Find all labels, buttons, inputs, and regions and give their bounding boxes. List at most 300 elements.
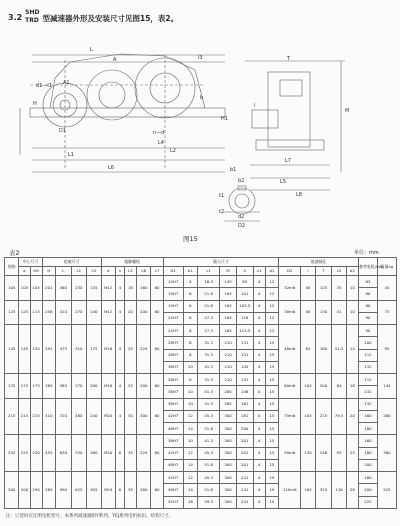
col-T: T (315, 267, 332, 276)
cell-input-6: 15 (265, 374, 278, 386)
cell-input-0: 28H7 (163, 374, 183, 386)
cell-input-6: 15 (265, 410, 278, 422)
cell-input-5: 4 (253, 325, 265, 337)
cell-input-2: 51.8 (198, 459, 220, 471)
cell-input-5: 4 (253, 374, 265, 386)
cell-input-4: 101 (236, 288, 253, 300)
cell-H0: 215 (30, 398, 42, 435)
cell-L: 838 (56, 435, 72, 472)
cell-input-3: 300 (220, 423, 237, 435)
cell-b2: 10 (346, 300, 358, 325)
cell-L5: 140 (87, 300, 101, 325)
dim-L4: L4 (158, 140, 164, 146)
cell-input-1: 14 (183, 423, 197, 435)
cell-input-0: 38H7 (163, 398, 183, 410)
cell-L2: 35 (124, 472, 136, 509)
dim-b2: b2 (238, 178, 245, 184)
cell-ref: 160 (359, 410, 378, 422)
dim-t1: t1 (219, 193, 225, 199)
col-a: a (19, 267, 30, 276)
cell-D2: 38m6 (279, 300, 301, 325)
cell-input-2: 41.3 (198, 435, 220, 447)
cell-L5: 260 (87, 435, 101, 472)
cell-input-3: 165 (220, 300, 237, 312)
cell-L: 360 (56, 276, 72, 301)
cell-input-3: 300 (220, 496, 237, 509)
cell-H0: 150 (30, 325, 42, 374)
cell-input-1: 10 (183, 435, 197, 447)
cell-input-4: 113.5 (236, 325, 253, 337)
dim-A: A (113, 57, 117, 63)
cell-input-6: 12 (265, 276, 278, 288)
cell-input-4: 118 (236, 312, 253, 324)
cell-input-3: 300 (220, 484, 237, 496)
cell-L5: 200 (87, 374, 101, 399)
cell-input-5: 4 (253, 472, 265, 484)
cell-L5: 175 (87, 325, 101, 374)
cell-L1: 270 (71, 300, 87, 325)
cell-L: 475 (56, 325, 72, 374)
cell-input-0: 38H7 (163, 386, 183, 398)
cell-input-0: 19H7 (163, 288, 183, 300)
cell-input-4: 131 (236, 337, 253, 349)
col-L1: L1 (71, 267, 87, 276)
cell-L6: 160 (137, 276, 151, 301)
hdr-ref: 参考电机(kW) (359, 258, 378, 276)
cell-input-2: 21.8 (198, 288, 220, 300)
cell-input-4: 241 (236, 484, 253, 496)
cell-input-0: 42H7 (163, 472, 183, 484)
cell-a: 215 (19, 398, 30, 435)
cell-input-6: 15 (265, 447, 278, 459)
cell-input-1: 6 (183, 288, 197, 300)
cell-model: 125 (5, 300, 19, 325)
cell-c2: 41 (332, 300, 346, 325)
cell-input-1: 14 (183, 459, 197, 471)
dim-L1: L1 (68, 152, 74, 158)
cell-input-3: 210 (220, 374, 237, 386)
cell-d: M16 (101, 325, 115, 374)
cell-input-1: 12 (183, 410, 197, 422)
cell-L6: 220 (137, 325, 151, 374)
cell-L: 990 (56, 472, 72, 509)
cell-input-3: 210 (220, 337, 237, 349)
cell-input-1: 8 (183, 374, 197, 386)
col-H0: H0 (30, 267, 42, 276)
cell-input-5: 4 (253, 386, 265, 398)
cell-T: 200 (315, 374, 332, 399)
cell-input-2: 27.3 (198, 312, 220, 324)
cell-mass: 260 (377, 398, 396, 435)
cell-mass: 73 (377, 300, 396, 325)
cell-input-0: 24H7 (163, 325, 183, 337)
hdr-output: 低速轴孔 (279, 258, 359, 267)
cell-input-3: 165 (220, 288, 237, 300)
cell-input-6: 12 (265, 300, 278, 312)
cell-n: 6 (115, 435, 124, 472)
cell-input-5: 4 (253, 410, 265, 422)
dim-L6: L6 (108, 165, 114, 171)
cell-input-4: 85 (236, 276, 253, 288)
col-S: S (236, 267, 253, 276)
cell-l: 58 (301, 276, 315, 301)
cell-input-3: 165 (220, 312, 237, 324)
cell-input-3: 300 (220, 459, 237, 471)
cell-input-5: 4 (253, 312, 265, 324)
cell-H: 410 (42, 398, 55, 435)
cell-mass: 44 (377, 276, 396, 301)
cell-L1: 625 (71, 472, 87, 509)
cell-L6: 220 (137, 435, 151, 472)
side-shaft (252, 110, 278, 128)
col-L5: L5 (87, 267, 101, 276)
cell-ref: 180 (359, 423, 378, 435)
cell-input-4: 103.5 (236, 300, 253, 312)
spec-table-body (5, 276, 397, 509)
cell-input-0: 42H7 (163, 410, 183, 422)
cell-a: 145 (19, 325, 30, 374)
dim-d2: d2 (238, 214, 245, 220)
cell-b2: 28 (346, 472, 358, 509)
col-L: L (56, 267, 72, 276)
cell-L6: 260 (137, 472, 151, 509)
cell-T: 215 (315, 398, 332, 435)
cell-input-0: 28H7 (163, 337, 183, 349)
cell-L2: 25 (124, 374, 136, 399)
cell-input-3: 300 (220, 435, 237, 447)
cell-input-4: 181 (236, 410, 253, 422)
dim-b1: b1 (230, 167, 237, 173)
cell-n: 4 (115, 374, 124, 399)
col-c2: c2 (332, 267, 346, 276)
cell-ref: 112 (359, 349, 378, 361)
cell-input-3: 145 (220, 276, 237, 288)
cell-ref: 90 (359, 312, 378, 324)
cell-L7: 60 (151, 325, 163, 374)
cell-b2: 20 (346, 398, 358, 435)
cell-L: 720 (56, 398, 72, 435)
cell-H: 258 (42, 300, 55, 325)
cell-L7: 60 (151, 276, 163, 301)
cell-input-4: 241 (236, 496, 253, 509)
model-bottom: TRD (25, 17, 39, 24)
cell-D2: 110m6 (279, 472, 301, 509)
cell-model: 300 (5, 472, 19, 509)
cell-ref: 80 (359, 300, 378, 312)
cell-H: 201 (42, 276, 55, 301)
cell-input-5: 4 (253, 484, 265, 496)
dim-T: T (287, 56, 291, 62)
cell-L5: 135 (87, 276, 101, 301)
cell-D2: 90m6 (279, 435, 301, 472)
cell-l: 130 (301, 435, 315, 472)
cell-input-3: 165 (220, 325, 237, 337)
cell-L7: 60 (151, 374, 163, 399)
cell-input-5: 4 (253, 361, 265, 373)
cell-L1: 310 (71, 325, 87, 374)
cell-L2: 20 (124, 300, 136, 325)
cell-input-6: 19 (265, 472, 278, 484)
cell-b2: 10 (346, 276, 358, 301)
cell-input-4: 200 (236, 423, 253, 435)
cell-D2: 60m6 (279, 374, 301, 399)
cell-n: 4 (115, 276, 124, 301)
cell-input-0: 48H7 (163, 459, 183, 471)
cell-L1: 230 (71, 276, 87, 301)
col-n: n (115, 267, 124, 276)
cell-ref: 80 (359, 288, 378, 300)
col-H: H (42, 267, 55, 276)
cell-L6: 300 (137, 398, 151, 435)
cell-L2: 35 (124, 435, 136, 472)
dim-D1: D1 (59, 128, 67, 134)
cell-T: 125 (315, 276, 332, 301)
cell-c2: 35 (332, 276, 346, 301)
col-d1: d1 (265, 267, 278, 276)
cell-n: 4 (115, 398, 124, 435)
cell-n: 4 (115, 325, 124, 374)
cell-model: 215 (5, 398, 19, 435)
cell-input-4: 131 (236, 349, 253, 361)
cell-input-2: 59.3 (198, 496, 220, 509)
cell-D2: 32m6 (279, 276, 301, 301)
cell-input-1: 10 (183, 398, 197, 410)
dim-l: l (254, 103, 256, 109)
cell-model: 175 (5, 374, 19, 399)
table-row (5, 472, 397, 484)
cell-input-4: 201 (236, 447, 253, 459)
cell-input-6: 15 (265, 398, 278, 410)
cell-model: 255 (5, 435, 19, 472)
table-row (5, 276, 397, 288)
cell-L5: 240 (87, 398, 101, 435)
table-row (5, 300, 397, 312)
cell-input-2: 16.3 (198, 276, 220, 288)
cell-d: M24 (101, 472, 115, 509)
cell-c2: 51.5 (332, 325, 346, 374)
cell-H0: 250 (30, 435, 42, 472)
cell-input-1: 10 (183, 386, 197, 398)
cell-L: 410 (56, 300, 72, 325)
cell-ref: 160 (359, 435, 378, 447)
cell-input-2: 27.3 (198, 325, 220, 337)
shaft-detail-outer (229, 188, 255, 214)
cell-c2: 79.5 (332, 398, 346, 435)
cell-c2: 95 (332, 435, 346, 472)
cell-input-3: 210 (220, 361, 237, 373)
col-d: d (101, 267, 115, 276)
cell-a: 255 (19, 435, 30, 472)
cell-model: 105 (5, 276, 19, 301)
table-row (5, 398, 397, 410)
cell-input-3: 300 (220, 447, 237, 459)
col-n1: n1 (253, 267, 265, 276)
dim-D2: D2 (238, 223, 246, 229)
cell-ref: 180 (359, 472, 378, 484)
cell-d: M20 (101, 398, 115, 435)
reducer-drawing (0, 0, 400, 240)
cell-a: 300 (19, 472, 30, 509)
cell-L1: 530 (71, 435, 87, 472)
hdr-main: 轮廓尺寸 (42, 258, 101, 267)
dim-M: M (345, 108, 350, 114)
cell-mass: 525 (377, 472, 396, 509)
cell-input-6: 15 (265, 361, 278, 373)
cell-l: 58 (301, 300, 315, 325)
dim-b: b (200, 95, 204, 101)
cell-input-1: 12 (183, 447, 197, 459)
cell-input-0: 48H7 (163, 423, 183, 435)
cell-T: 130 (315, 300, 332, 325)
cell-H: 291 (42, 325, 55, 374)
cell-b2: 14 (346, 325, 358, 374)
cell-input-3: 265 (220, 398, 237, 410)
table-row (5, 435, 397, 447)
cell-input-5: 4 (253, 423, 265, 435)
cell-c2: 116 (332, 472, 346, 509)
cell-input-5: 4 (253, 496, 265, 509)
figure-caption: 图15 (183, 235, 198, 243)
col-L7: L7 (151, 267, 163, 276)
cell-l: 105 (301, 374, 315, 399)
dim-n-d: n—d (153, 130, 165, 136)
col-b1: b1 (183, 267, 197, 276)
cell-ref: 100 (359, 337, 378, 349)
cell-input-5: 4 (253, 288, 265, 300)
cell-L1: 480 (71, 398, 87, 435)
cell-a: 125 (19, 300, 30, 325)
col-c1: c1 (198, 267, 220, 276)
cell-ref: 132 (359, 361, 378, 373)
cell-mass: 144 (377, 374, 396, 399)
table-row (5, 325, 397, 337)
cell-L7: 60 (151, 472, 163, 509)
cell-input-3: 265 (220, 386, 237, 398)
cell-l: 82 (301, 325, 315, 374)
cell-H0: 290 (30, 472, 42, 509)
cell-input-6: 19 (265, 496, 278, 509)
col-b2: b2 (346, 267, 358, 276)
cell-H: 565 (42, 472, 55, 509)
col-D2: D2 (279, 267, 301, 276)
cell-input-1: 16 (183, 496, 197, 509)
cell-input-0: 28H7 (163, 349, 183, 361)
dim-l3: l3 (198, 55, 203, 61)
cell-input-0: 19H7 (163, 300, 183, 312)
cell-input-5: 4 (253, 447, 265, 459)
cell-L1: 370 (71, 374, 87, 399)
cell-L5: 305 (87, 472, 101, 509)
hdr-model: 规格 (5, 258, 19, 276)
cell-ref: 180 (359, 447, 378, 459)
cell-input-2: 51.8 (198, 484, 220, 496)
cell-H0: 105 (30, 276, 42, 301)
cell-input-5: 4 (253, 459, 265, 471)
cell-a: 105 (19, 276, 30, 301)
heading-text: 型减速器外形及安装尺寸见图15，表2。 (42, 14, 179, 23)
mid-boss (87, 70, 137, 120)
col-M: M (220, 267, 237, 276)
cell-input-1: 12 (183, 472, 197, 484)
table-label: 表2 (9, 249, 20, 257)
cell-input-3: 300 (220, 410, 237, 422)
cell-ref: 225 (359, 496, 378, 509)
cell-D2: 75m6 (279, 398, 301, 435)
cell-input-0: 24H7 (163, 312, 183, 324)
cell-input-2: 45.3 (198, 447, 220, 459)
cell-T: 315 (315, 472, 332, 509)
cell-input-1: 8 (183, 312, 197, 324)
table-row (5, 374, 397, 386)
cell-input-4: 131 (236, 374, 253, 386)
cell-input-2: 31.3 (198, 349, 220, 361)
cell-L6: 200 (137, 300, 151, 325)
spec-table (4, 257, 397, 509)
dim-d1-l1: d1—l1 (36, 83, 52, 89)
cell-input-2: 31.3 (198, 374, 220, 386)
cell-input-6: 19 (265, 484, 278, 496)
cell-b2: 25 (346, 435, 358, 472)
cell-H: 455 (42, 435, 55, 472)
dim-L2: L2 (170, 148, 176, 154)
dim-L: L (90, 47, 93, 53)
cell-input-3: 210 (220, 349, 237, 361)
cell-input-2: 41.3 (198, 361, 220, 373)
cell-d: M20 (101, 435, 115, 472)
cell-input-6: 12 (265, 325, 278, 337)
cell-input-4: 241 (236, 472, 253, 484)
hdr-input: 输入尺寸 (163, 258, 278, 267)
cell-b2: 18 (346, 374, 358, 399)
cell-L2: 18 (124, 276, 136, 301)
dim-L7: L7 (285, 158, 291, 164)
cell-ref: 112 (359, 374, 378, 386)
cell-n: 4 (115, 300, 124, 325)
cell-input-6: 15 (265, 423, 278, 435)
cell-input-4: 161 (236, 398, 253, 410)
cell-ref: 200 (359, 484, 378, 496)
dim-A1: A1 (63, 80, 70, 86)
cell-mass: 95 (377, 325, 396, 374)
dim-H1: H1 (221, 116, 228, 122)
cell-a: 175 (19, 374, 30, 399)
cell-input-0: 14H7 (163, 276, 183, 288)
cell-n: 6 (115, 472, 124, 509)
cell-input-2: 41.3 (198, 386, 220, 398)
cell-input-5: 4 (253, 276, 265, 288)
cell-input-4: 146 (236, 386, 253, 398)
cell-D2: 48m6 (279, 325, 301, 374)
cell-L7: 60 (151, 435, 163, 472)
cell-l: 105 (301, 398, 315, 435)
cell-input-0: 42H7 (163, 447, 183, 459)
cell-ref: 132 (359, 386, 378, 398)
cell-input-2: 41.3 (198, 398, 220, 410)
cell-input-5: 4 (253, 435, 265, 447)
cell-T: 248 (315, 435, 332, 472)
cell-d: M12 (101, 276, 115, 301)
cell-c2: 64 (332, 374, 346, 399)
cell-input-6: 15 (265, 349, 278, 361)
side-housing (280, 80, 302, 96)
cell-input-5: 4 (253, 398, 265, 410)
cell-input-6: 12 (265, 288, 278, 300)
cell-input-0: 38H7 (163, 435, 183, 447)
cell-input-5: 4 (253, 337, 265, 349)
side-body (268, 72, 310, 147)
model-top: SHD (25, 9, 40, 16)
hdr-mass: 质量kg (377, 258, 396, 276)
